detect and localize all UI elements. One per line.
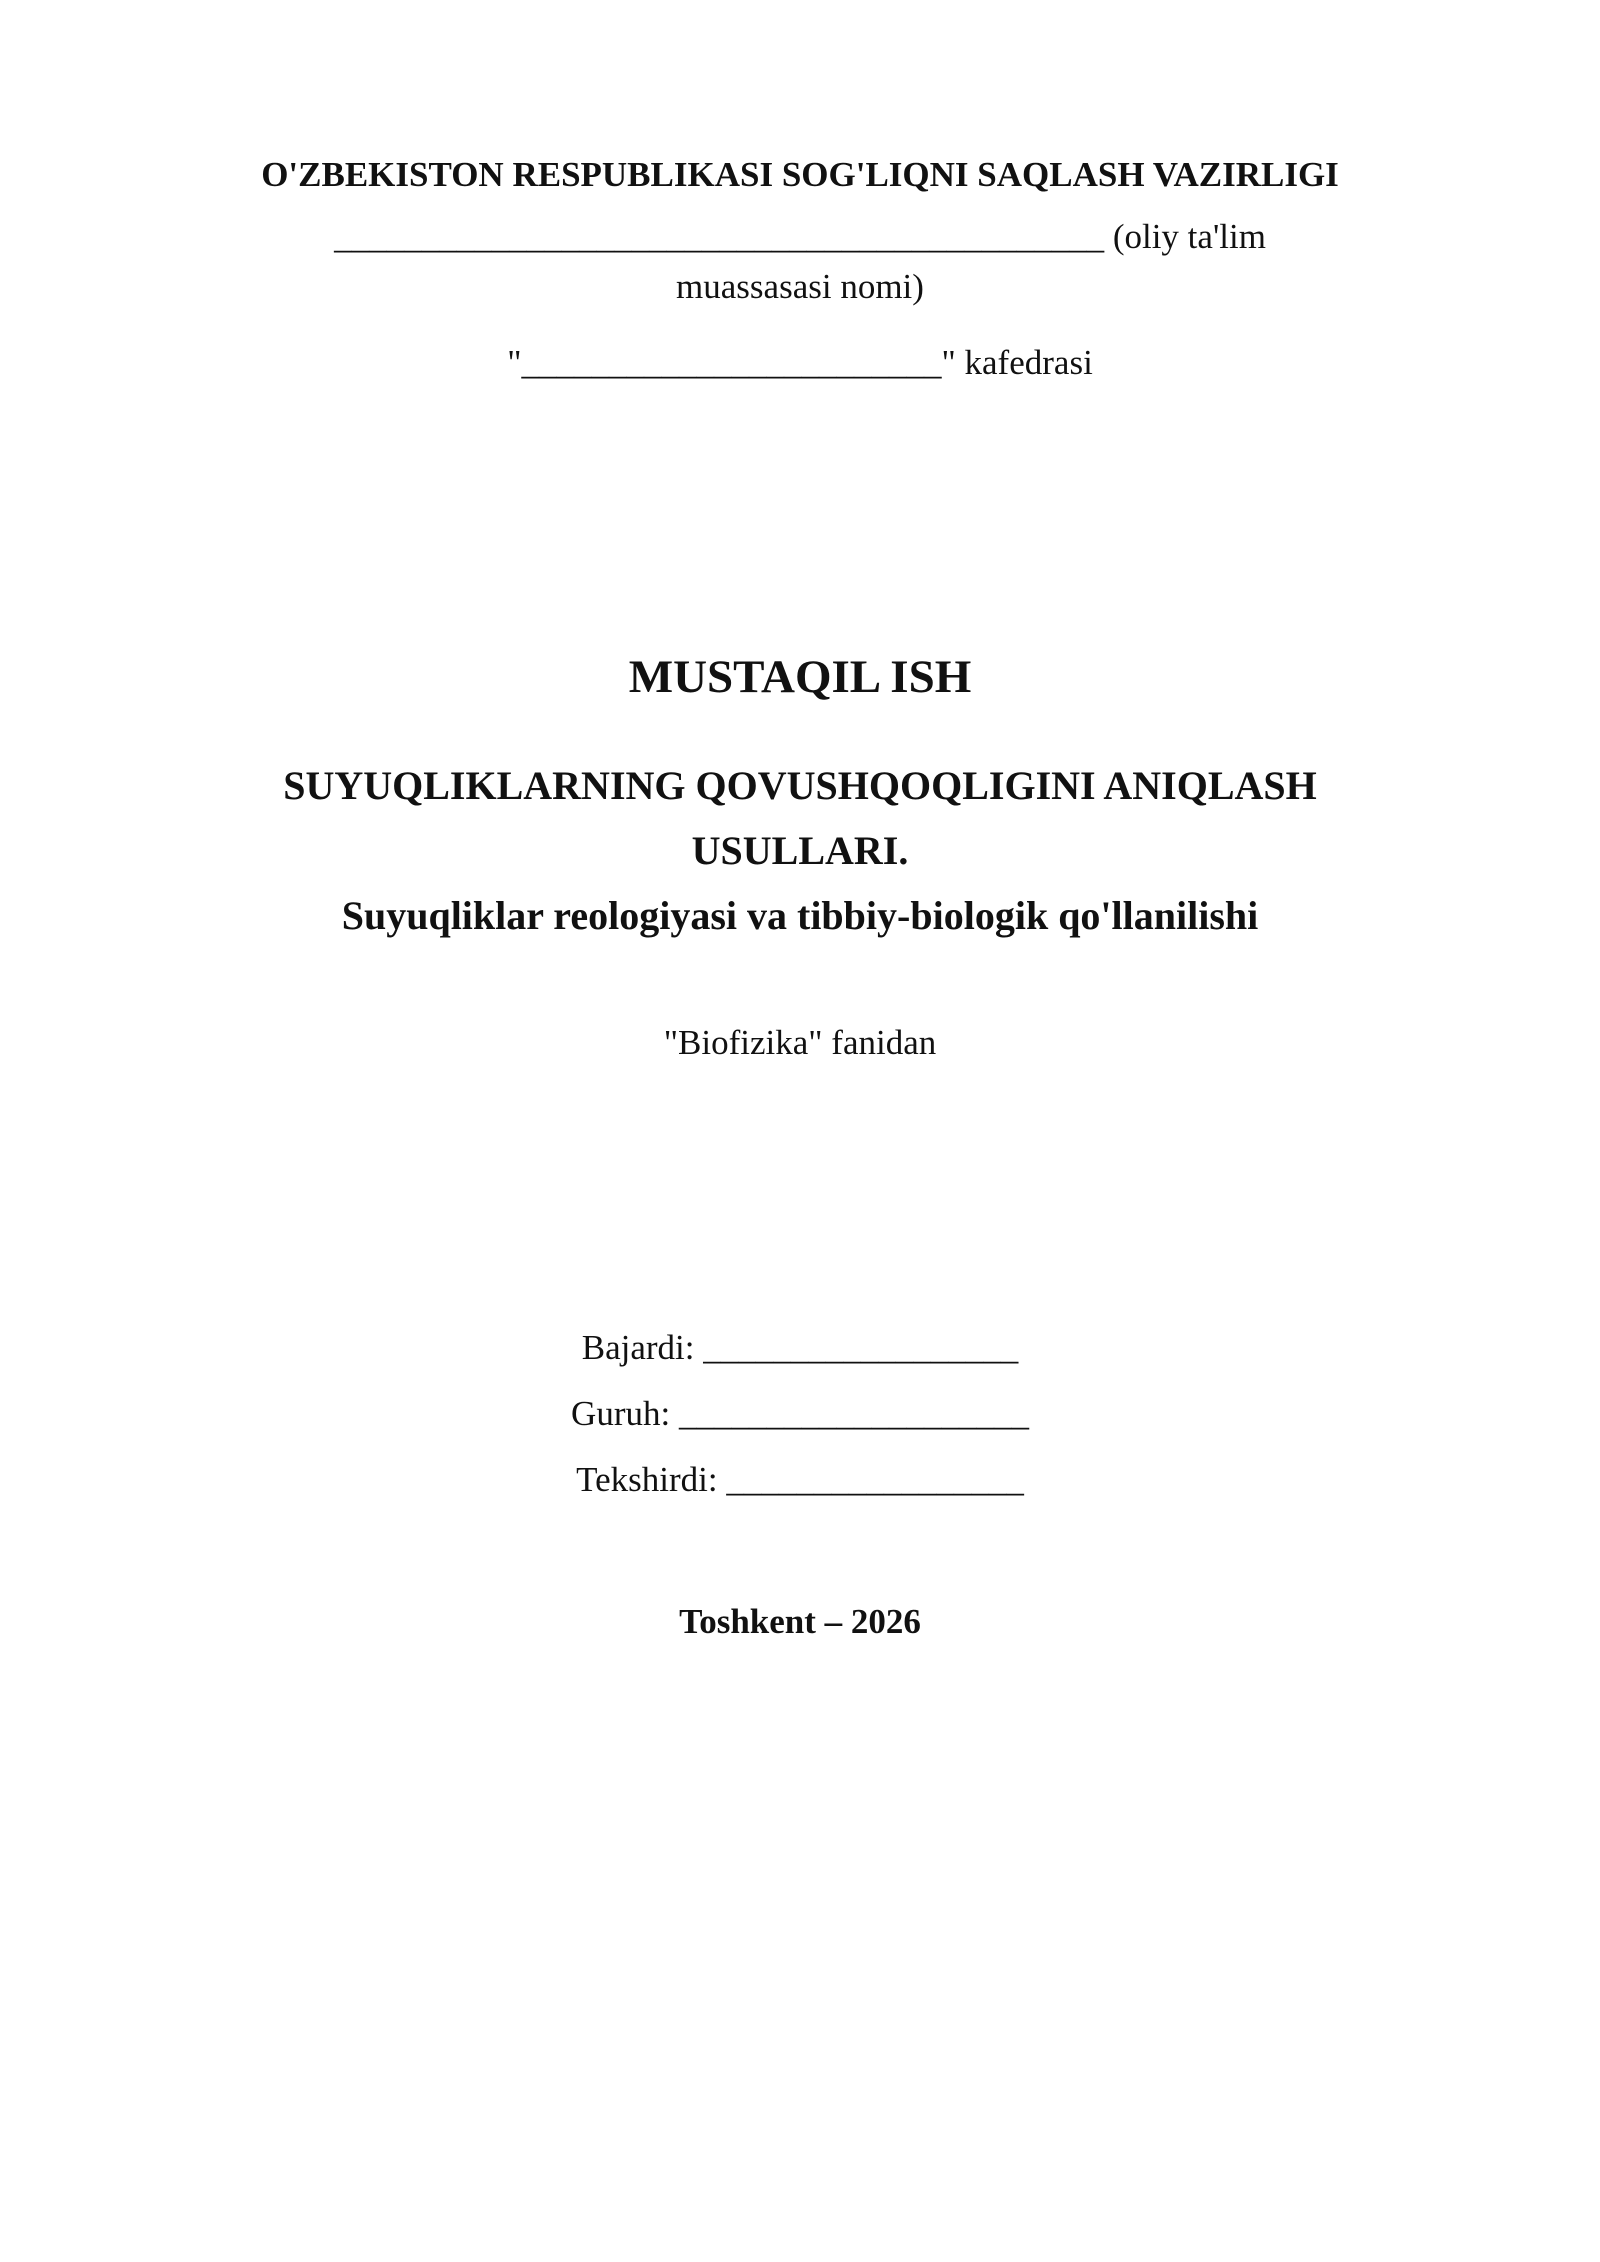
subject-line: "Biofizika" fanidan (663, 1023, 937, 1062)
institution-name-caption: muassasasi nomi) (676, 267, 924, 306)
institution-name-line: ____________________________________________ (oliy ta'lim (334, 217, 1266, 256)
city-year: Toshkent – 2026 (679, 1602, 921, 1641)
performed-by-field: Bajardi: __________________ (581, 1328, 1019, 1367)
topic-title-line-1: SUYUQLIKLARNING QOVUSHQOQLIGINI ANIQLASH (283, 763, 1317, 808)
department-line: "________________________" kafedrasi (507, 343, 1093, 382)
group-field: Guruh: ____________________ (571, 1394, 1029, 1433)
ministry-heading: O'ZBEKISTON RESPUBLIKASI SOG'LIQNI SAQLASH VAZIRLIGI (261, 155, 1339, 194)
document-type-title: MUSTAQIL ISH (628, 651, 972, 703)
topic-title-line-2: USULLARI. (691, 828, 909, 873)
topic-subtitle: Suyuqliklar reologiyasi va tibbiy-biologik qo'llanilishi (341, 893, 1259, 938)
checked-by-field: Tekshirdi: _________________ (576, 1460, 1024, 1499)
